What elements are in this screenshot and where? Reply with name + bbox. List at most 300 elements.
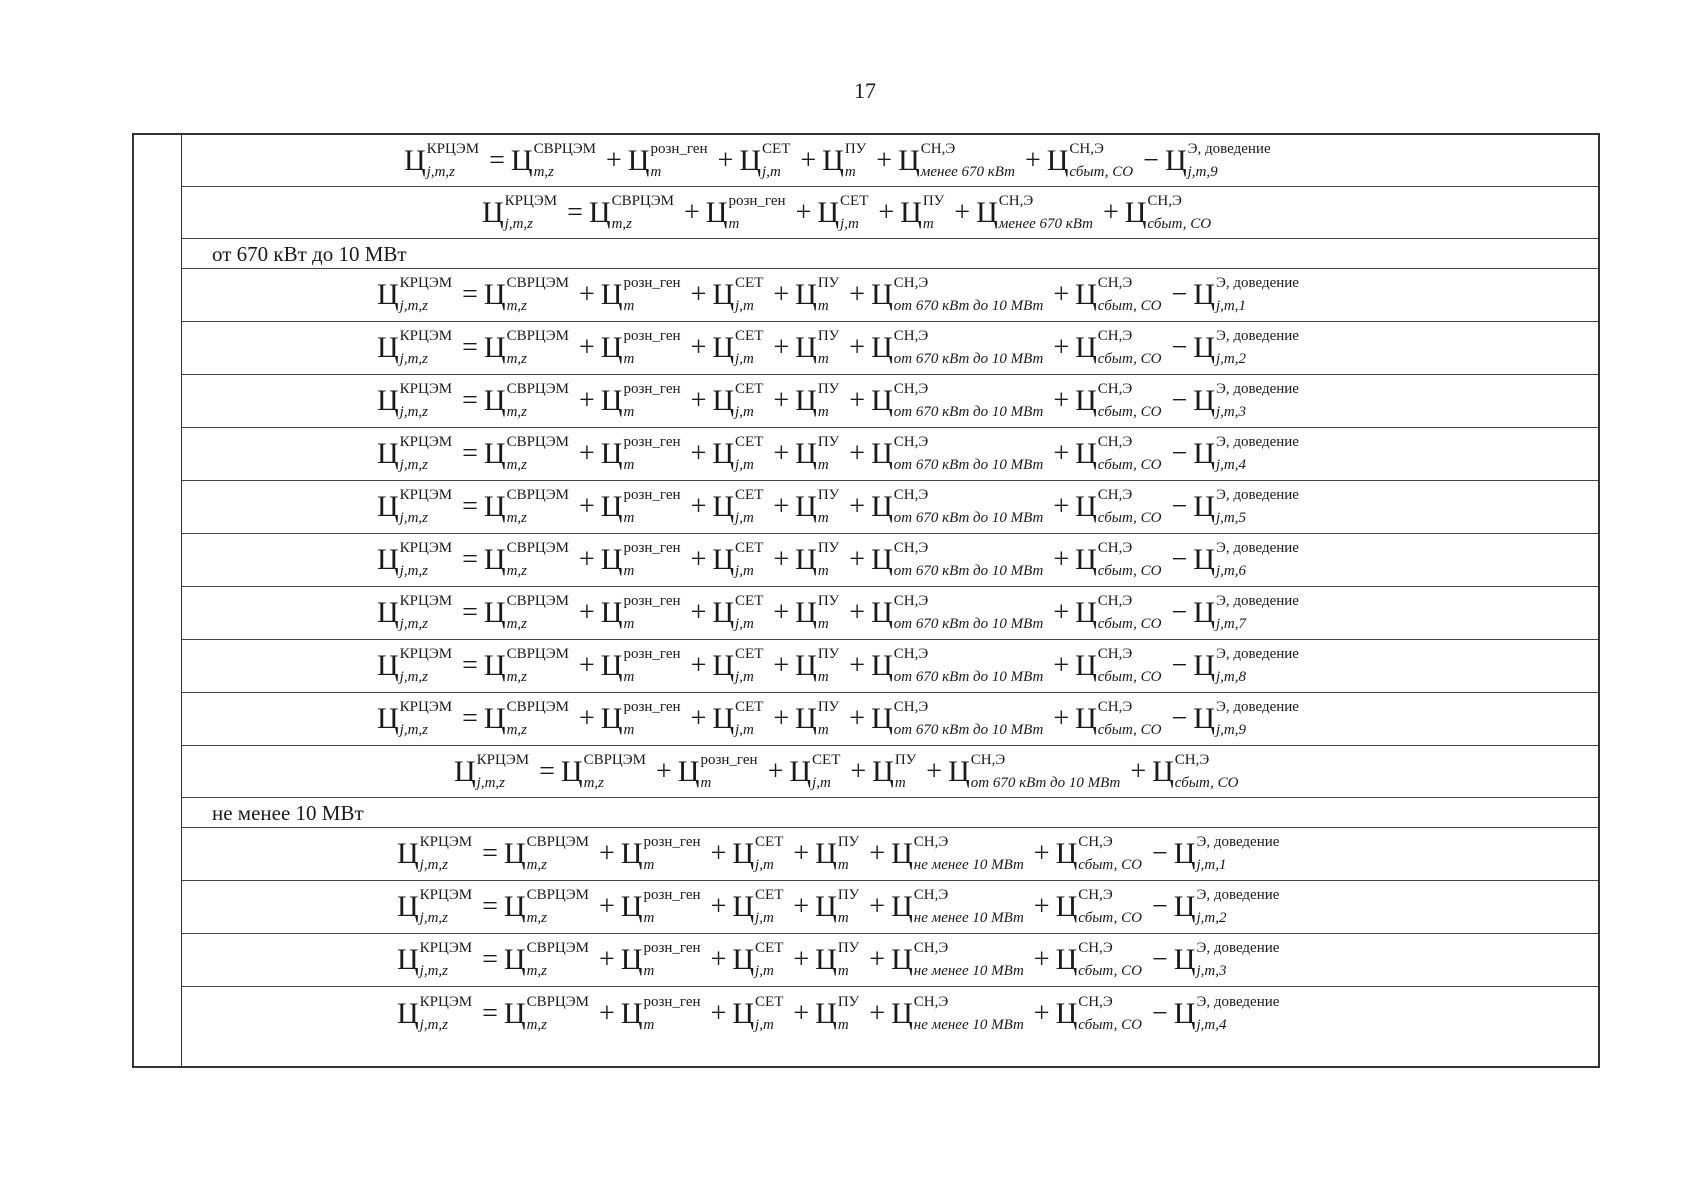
term-sn-band (898, 140, 1015, 180)
price-symbol: Ц (600, 490, 623, 523)
operator-plus: + (599, 838, 615, 869)
price-symbol: Ц (1164, 143, 1187, 177)
term-rozn-gen (600, 487, 681, 526)
subscript: m (623, 457, 635, 473)
price-symbol: Ц (1124, 195, 1147, 229)
superscript: Э, доведение (1215, 593, 1299, 609)
price-symbol: Ц (795, 649, 817, 682)
price-symbol: Ц (404, 143, 426, 177)
scripts (1215, 487, 1299, 526)
scripts (506, 381, 569, 420)
price-symbol: Ц (1075, 331, 1097, 364)
subscript: m,z (611, 215, 632, 232)
price-symbol: Ц (397, 890, 419, 923)
scripts (583, 751, 646, 791)
term-krcem (397, 940, 473, 979)
term-dovedenie (1193, 275, 1299, 314)
price-symbol: Ц (1193, 543, 1215, 576)
price-symbol: Ц (795, 596, 817, 629)
price-symbol: Ц (871, 490, 893, 523)
operator-minus: − (1143, 144, 1159, 176)
subscript: от 670 кВт до 10 МВт (970, 774, 1121, 791)
term-svrcem (483, 328, 569, 367)
scripts (735, 540, 764, 579)
price-formula (377, 534, 1299, 586)
scripts (506, 487, 569, 526)
price-formula (377, 428, 1299, 480)
superscript: СЕТ (735, 540, 764, 556)
operator-plus: + (793, 891, 810, 922)
superscript: СН,Э (893, 540, 929, 556)
operator-plus: + (1053, 650, 1070, 681)
price-formula (404, 135, 1271, 186)
price-symbol: Ц (377, 490, 399, 523)
term-pu (822, 140, 867, 180)
price-symbol: Ц (732, 837, 755, 870)
subscript: j,m (735, 510, 754, 526)
scripts (893, 328, 1044, 367)
subscript: m,z (506, 563, 527, 579)
superscript: розн_ген (643, 940, 701, 956)
term-sn-sbyt (1075, 381, 1162, 420)
scripts (399, 434, 453, 473)
table-row (182, 798, 1598, 828)
superscript: СВРЦЭМ (583, 751, 646, 768)
subscript: j,m,2 (1215, 351, 1246, 367)
subscript: j,m (735, 457, 754, 473)
operator-plus: + (710, 838, 727, 869)
operator-eq: = (482, 838, 498, 869)
subscript: j,m (755, 963, 774, 979)
subscript: сбыт, СО (1069, 163, 1134, 180)
superscript: Э, доведение (1196, 887, 1280, 903)
price-symbol: Ц (900, 195, 922, 229)
price-symbol: Ц (1193, 649, 1215, 682)
term-set (712, 593, 764, 632)
operator-plus: + (690, 597, 707, 628)
subscript: менее 670 кВт (998, 215, 1093, 232)
operator-plus: + (579, 491, 595, 522)
scripts (506, 540, 569, 579)
superscript: розн_ген (623, 593, 681, 609)
subscript: m (623, 351, 635, 367)
operator-minus: − (1171, 438, 1188, 469)
scripts (817, 381, 840, 420)
scripts (913, 834, 1024, 873)
scripts (837, 887, 860, 926)
superscript: СЕТ (735, 699, 764, 715)
scripts (1097, 699, 1162, 738)
superscript: ПУ (817, 699, 840, 715)
price-formula (397, 934, 1279, 986)
superscript: СВРЦЭМ (533, 140, 596, 157)
subscript: j,m,z (426, 163, 456, 180)
superscript: розн_ген (623, 275, 681, 291)
superscript: СН,Э (893, 328, 929, 344)
subscript: сбыт, СО (1097, 722, 1162, 738)
table-row (182, 828, 1598, 881)
scripts (735, 699, 764, 738)
scripts (1097, 434, 1162, 473)
subscript: j,m,7 (1215, 616, 1246, 632)
scripts (998, 192, 1093, 232)
price-formula (377, 269, 1299, 321)
operator-plus: + (869, 944, 886, 975)
price-formula (377, 322, 1299, 374)
superscript: СН,Э (1097, 699, 1133, 715)
subscript: j,m,3 (1196, 963, 1227, 979)
superscript: СЕТ (755, 993, 784, 1010)
operator-plus: + (850, 755, 867, 787)
price-formula (377, 640, 1299, 692)
operator-minus: − (1151, 944, 1168, 975)
subscript: m,z (506, 669, 527, 685)
operator-eq: = (462, 544, 478, 575)
term-set (712, 275, 764, 314)
scripts (623, 487, 681, 526)
term-rozn-gen (620, 887, 701, 926)
price-symbol: Ц (815, 943, 837, 976)
subscript: m (894, 774, 906, 791)
superscript: СН,Э (1097, 646, 1133, 662)
price-symbol: Ц (712, 331, 735, 364)
scripts (1069, 140, 1134, 180)
operator-plus: + (690, 385, 707, 416)
price-symbol: Ц (795, 543, 817, 576)
operator-plus: + (800, 144, 817, 176)
scripts (643, 993, 701, 1033)
operator-minus: − (1171, 703, 1188, 734)
scripts (735, 381, 764, 420)
term-set (732, 887, 784, 926)
price-symbol: Ц (1055, 943, 1078, 976)
term-sn-sbyt (1124, 192, 1212, 232)
table-row (182, 746, 1598, 798)
operator-plus: + (869, 891, 886, 922)
price-symbol: Ц (483, 543, 506, 576)
operator-plus: + (710, 891, 727, 922)
subscript: сбыт, СО (1174, 774, 1239, 791)
table-row (182, 135, 1598, 187)
section-heading: от 670 кВт до 10 МВт (212, 242, 407, 266)
term-svrcem (483, 275, 569, 314)
term-sn-sbyt (1055, 834, 1142, 873)
scripts (817, 487, 840, 526)
superscript: СН,Э (893, 646, 929, 662)
table-row (182, 269, 1598, 322)
superscript: КРЦЭМ (399, 434, 453, 450)
superscript: ПУ (817, 328, 840, 344)
superscript: СН,Э (913, 993, 949, 1010)
term-svrcem (588, 192, 674, 232)
operator-plus: + (869, 997, 886, 1029)
price-symbol: Ц (600, 596, 623, 629)
subscript: от 670 кВт до 10 МВт (893, 510, 1044, 526)
operator-plus: + (773, 544, 790, 575)
subscript: сбыт, СО (1097, 563, 1162, 579)
term-krcem (377, 593, 453, 632)
subscript: m (922, 215, 934, 232)
price-symbol: Ц (712, 596, 735, 629)
term-svrcem (503, 940, 589, 979)
scripts (762, 140, 791, 180)
price-formula (377, 693, 1299, 745)
superscript: СЕТ (755, 940, 784, 956)
term-krcem (377, 381, 453, 420)
operator-plus: + (1053, 279, 1070, 310)
price-symbol: Ц (705, 195, 728, 229)
subscript: j,m,2 (1196, 910, 1227, 926)
scripts (817, 434, 840, 473)
price-symbol: Ц (503, 890, 526, 923)
price-symbol: Ц (1173, 837, 1196, 870)
price-symbol: Ц (377, 384, 399, 417)
price-symbol: Ц (397, 996, 419, 1030)
term-svrcem (503, 887, 589, 926)
superscript: СЕТ (735, 434, 764, 450)
superscript: ПУ (817, 646, 840, 662)
operator-plus: + (1053, 703, 1070, 734)
operator-plus: + (1033, 891, 1050, 922)
term-sn-sbyt (1075, 487, 1162, 526)
scripts (1097, 646, 1162, 685)
operator-plus: + (1033, 997, 1050, 1029)
operator-plus: + (599, 997, 615, 1029)
scripts (837, 993, 860, 1033)
subscript: m (623, 404, 635, 420)
term-set (712, 434, 764, 473)
superscript: СВРЦЭМ (506, 699, 569, 715)
operator-eq: = (462, 703, 478, 734)
subscript: j,m (812, 774, 831, 791)
operator-plus: + (926, 755, 943, 787)
price-symbol: Ц (600, 702, 623, 735)
subscript: m,z (526, 1016, 547, 1033)
subscript: j,m,z (399, 404, 429, 420)
term-krcem (482, 192, 558, 232)
subscript: j,m (840, 215, 859, 232)
superscript: розн_ген (700, 751, 758, 768)
term-rozn-gen (627, 140, 708, 180)
subscript: сбыт, СО (1078, 1016, 1142, 1033)
superscript: Э, доведение (1215, 328, 1299, 344)
term-rozn-gen (620, 834, 701, 873)
price-formula (377, 481, 1299, 533)
price-symbol: Ц (510, 143, 533, 177)
subscript: менее 670 кВт (920, 163, 1015, 180)
superscript: розн_ген (650, 140, 708, 157)
term-rozn-gen (600, 434, 681, 473)
operator-eq: = (462, 332, 478, 363)
term-sn-sbyt (1055, 993, 1142, 1033)
term-sn-band (871, 646, 1044, 685)
price-symbol: Ц (483, 331, 506, 364)
operator-eq: = (462, 385, 478, 416)
superscript: СН,Э (1147, 192, 1182, 209)
term-svrcem (483, 646, 569, 685)
superscript: КРЦЭМ (419, 940, 473, 956)
subscript: m (817, 351, 829, 367)
scripts (817, 275, 840, 314)
subscript: j,m (755, 857, 774, 873)
price-symbol: Ц (795, 702, 817, 735)
scripts (506, 646, 569, 685)
subscript: j,m,z (399, 722, 429, 738)
price-symbol: Ц (503, 837, 526, 870)
term-dovedenie (1173, 834, 1280, 873)
subscript: j,m,6 (1215, 563, 1246, 579)
price-symbol: Ц (483, 278, 506, 311)
term-sn-band (891, 887, 1024, 926)
scripts (623, 593, 681, 632)
subscript: j,m,z (419, 1016, 449, 1033)
price-symbol: Ц (483, 384, 506, 417)
superscript: ПУ (844, 140, 867, 157)
subscript: j,m (735, 563, 754, 579)
subscript: m (700, 774, 712, 791)
subscript: j,m,z (476, 774, 506, 791)
superscript: Э, доведение (1215, 699, 1299, 715)
scripts (913, 887, 1024, 926)
operator-plus: + (849, 491, 866, 522)
scripts (1215, 540, 1299, 579)
superscript: Э, доведение (1215, 540, 1299, 556)
scripts (913, 993, 1024, 1033)
table-row (182, 881, 1598, 934)
term-set (712, 381, 764, 420)
operator-minus: − (1151, 997, 1168, 1029)
superscript: СН,Э (998, 192, 1034, 209)
term-sn-sbyt (1152, 751, 1239, 791)
superscript: розн_ген (623, 699, 681, 715)
term-dovedenie (1193, 540, 1299, 579)
term-rozn-gen (600, 275, 681, 314)
price-symbol: Ц (891, 996, 913, 1030)
price-symbol: Ц (1075, 437, 1097, 470)
scripts (735, 646, 764, 685)
price-symbol: Ц (712, 702, 735, 735)
term-set (789, 751, 841, 791)
subscript: m,z (506, 351, 527, 367)
term-set (817, 192, 869, 232)
subscript: сбыт, СО (1078, 910, 1142, 926)
scripts (533, 140, 596, 180)
scripts (735, 434, 764, 473)
term-sn-sbyt (1075, 434, 1162, 473)
term-sn-sbyt (1075, 593, 1162, 632)
superscript: Э, доведение (1215, 275, 1299, 291)
price-symbol: Ц (815, 837, 837, 870)
operator-plus: + (793, 997, 810, 1029)
price-symbol: Ц (1193, 490, 1215, 523)
subscript: сбыт, СО (1097, 404, 1162, 420)
scripts (623, 646, 681, 685)
price-symbol: Ц (795, 331, 817, 364)
term-set (712, 328, 764, 367)
scripts (650, 140, 708, 180)
price-symbol: Ц (483, 649, 506, 682)
subscript: j,m,5 (1215, 510, 1246, 526)
subscript: m,z (526, 963, 547, 979)
scripts (506, 593, 569, 632)
term-dovedenie (1173, 887, 1280, 926)
term-pu (815, 834, 860, 873)
term-set (732, 993, 784, 1033)
superscript: ПУ (817, 593, 840, 609)
term-sn-band (871, 593, 1044, 632)
scripts (399, 540, 453, 579)
subscript: m (623, 616, 635, 632)
scripts (526, 940, 589, 979)
scripts (755, 993, 784, 1033)
superscript: СН,Э (913, 940, 949, 956)
subscript: m (817, 563, 829, 579)
price-symbol: Ц (1193, 384, 1215, 417)
subscript: не менее 10 МВт (913, 910, 1024, 926)
term-krcem (404, 140, 480, 180)
term-sn-band (891, 993, 1024, 1033)
superscript: СВРЦЭМ (526, 993, 589, 1010)
operator-plus: + (579, 438, 595, 469)
superscript: розн_ген (623, 540, 681, 556)
term-dovedenie (1173, 993, 1280, 1033)
scripts (1215, 593, 1299, 632)
price-symbol: Ц (483, 437, 506, 470)
term-sn-sbyt (1055, 887, 1142, 926)
superscript: розн_ген (623, 646, 681, 662)
operator-plus: + (793, 944, 810, 975)
superscript: Э, доведение (1215, 646, 1299, 662)
term-rozn-gen (600, 540, 681, 579)
subscript: m,z (506, 404, 527, 420)
superscript: КРЦЭМ (476, 751, 530, 768)
term-sn-band (871, 540, 1044, 579)
superscript: СН,Э (893, 699, 929, 715)
price-symbol: Ц (600, 649, 623, 682)
price-symbol: Ц (1152, 754, 1174, 788)
operator-plus: + (878, 196, 895, 228)
term-krcem (377, 487, 453, 526)
superscript: КРЦЭМ (399, 381, 453, 397)
price-symbol: Ц (871, 437, 893, 470)
superscript: СН,Э (1097, 328, 1133, 344)
term-pu (795, 699, 840, 738)
operator-eq: = (462, 438, 478, 469)
subscript: от 670 кВт до 10 МВт (893, 404, 1044, 420)
scripts (476, 751, 530, 791)
scripts (1187, 140, 1271, 180)
scripts (623, 275, 681, 314)
operator-plus: + (656, 755, 672, 787)
superscript: ПУ (817, 275, 840, 291)
price-symbol: Ц (588, 195, 611, 229)
subscript: m (650, 163, 662, 180)
scripts (844, 140, 867, 180)
scripts (504, 192, 558, 232)
scripts (1097, 540, 1162, 579)
superscript: СН,Э (893, 434, 929, 450)
subscript: m (817, 457, 829, 473)
subscript: m,z (583, 774, 604, 791)
operator-plus: + (773, 650, 790, 681)
operator-eq: = (462, 279, 478, 310)
subscript: j,m,z (419, 963, 449, 979)
subscript: от 670 кВт до 10 МВт (893, 298, 1044, 314)
superscript: СН,Э (1078, 993, 1113, 1010)
operator-minus: − (1171, 279, 1188, 310)
price-symbol: Ц (377, 437, 399, 470)
term-pu (815, 887, 860, 926)
